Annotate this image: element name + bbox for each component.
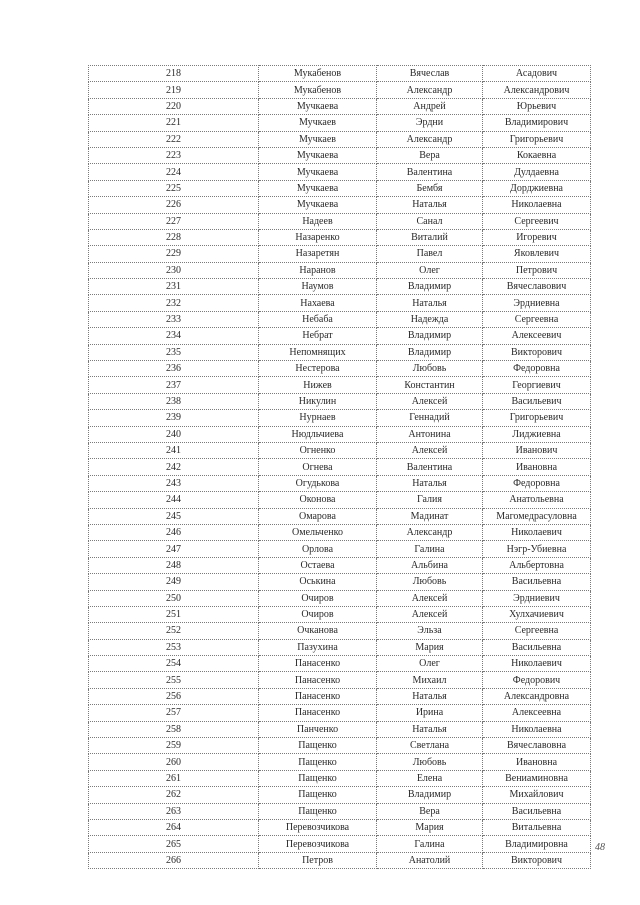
first-name-cell: Надежда bbox=[377, 311, 483, 327]
first-name-cell: Любовь bbox=[377, 361, 483, 377]
patronymic-cell: Федоровна bbox=[483, 361, 591, 377]
row-number-cell: 253 bbox=[89, 639, 259, 655]
patronymic-cell: Федоровна bbox=[483, 475, 591, 491]
first-name-cell: Александр bbox=[377, 131, 483, 147]
first-name-cell: Анатолий bbox=[377, 852, 483, 868]
table-row bbox=[89, 295, 591, 311]
table-row bbox=[89, 541, 591, 557]
row-number-cell: 266 bbox=[89, 852, 259, 868]
patronymic-cell: Николаевна bbox=[483, 197, 591, 213]
surname-cell: Панченко bbox=[259, 721, 377, 737]
first-name-cell: Эльза bbox=[377, 623, 483, 639]
table-row bbox=[89, 82, 591, 98]
first-name-cell: Александр bbox=[377, 524, 483, 540]
table-row bbox=[89, 524, 591, 540]
table-row bbox=[89, 361, 591, 377]
surname-cell: Нестерова bbox=[259, 361, 377, 377]
surname-cell: Нюдльчиева bbox=[259, 426, 377, 442]
first-name-cell: Альбина bbox=[377, 557, 483, 573]
surname-cell: Оськина bbox=[259, 574, 377, 590]
first-name-cell: Михаил bbox=[377, 672, 483, 688]
table-row bbox=[89, 803, 591, 819]
table-row bbox=[89, 442, 591, 458]
surname-cell: Назаретян bbox=[259, 246, 377, 262]
first-name-cell: Наталья bbox=[377, 475, 483, 491]
patronymic-cell: Юрьевич bbox=[483, 98, 591, 114]
table-row bbox=[89, 508, 591, 524]
surname-cell: Мукабенов bbox=[259, 82, 377, 98]
first-name-cell: Андрей bbox=[377, 98, 483, 114]
surname-cell: Панасенко bbox=[259, 688, 377, 704]
row-number-cell: 222 bbox=[89, 131, 259, 147]
table-row bbox=[89, 180, 591, 196]
first-name-cell: Любовь bbox=[377, 754, 483, 770]
first-name-cell: Алексей bbox=[377, 442, 483, 458]
first-name-cell: Мария bbox=[377, 819, 483, 835]
row-number-cell: 248 bbox=[89, 557, 259, 573]
row-number-cell: 237 bbox=[89, 377, 259, 393]
row-number-cell: 247 bbox=[89, 541, 259, 557]
row-number-cell: 227 bbox=[89, 213, 259, 229]
surname-cell: Мучкаева bbox=[259, 197, 377, 213]
patronymic-cell: Викторович bbox=[483, 852, 591, 868]
surname-cell: Нижев bbox=[259, 377, 377, 393]
patronymic-cell: Вениаминовна bbox=[483, 770, 591, 786]
patronymic-cell: Вячеславович bbox=[483, 279, 591, 295]
row-number-cell: 264 bbox=[89, 819, 259, 835]
row-number-cell: 259 bbox=[89, 738, 259, 754]
row-number-cell: 230 bbox=[89, 262, 259, 278]
surname-cell: Очиров bbox=[259, 606, 377, 622]
surname-cell: Пащенко bbox=[259, 754, 377, 770]
row-number-cell: 229 bbox=[89, 246, 259, 262]
surname-cell: Мучкаева bbox=[259, 147, 377, 163]
first-name-cell: Владимир bbox=[377, 279, 483, 295]
surname-cell: Мучкаев bbox=[259, 115, 377, 131]
first-name-cell: Алексей bbox=[377, 606, 483, 622]
first-name-cell: Олег bbox=[377, 656, 483, 672]
row-number-cell: 252 bbox=[89, 623, 259, 639]
patronymic-cell: Анатольевна bbox=[483, 492, 591, 508]
table-row bbox=[89, 590, 591, 606]
patronymic-cell: Владимирович bbox=[483, 115, 591, 131]
surname-cell: Омельченко bbox=[259, 524, 377, 540]
surname-cell: Огненко bbox=[259, 442, 377, 458]
table-row bbox=[89, 787, 591, 803]
table-row bbox=[89, 393, 591, 409]
table-row bbox=[89, 279, 591, 295]
first-name-cell: Валентина bbox=[377, 164, 483, 180]
surname-cell: Пазухина bbox=[259, 639, 377, 655]
register-table-body bbox=[89, 66, 591, 869]
table-row bbox=[89, 246, 591, 262]
first-name-cell: Вячеслав bbox=[377, 66, 483, 82]
first-name-cell: Вера bbox=[377, 803, 483, 819]
patronymic-cell: Григорьевич bbox=[483, 410, 591, 426]
row-number-cell: 243 bbox=[89, 475, 259, 491]
patronymic-cell: Альбертовна bbox=[483, 557, 591, 573]
first-name-cell: Алексей bbox=[377, 393, 483, 409]
row-number-cell: 240 bbox=[89, 426, 259, 442]
surname-cell: Мучкаева bbox=[259, 180, 377, 196]
table-row bbox=[89, 164, 591, 180]
row-number-cell: 249 bbox=[89, 574, 259, 590]
surname-cell: Нурнаев bbox=[259, 410, 377, 426]
patronymic-cell: Васильевич bbox=[483, 393, 591, 409]
patronymic-cell: Кокаевна bbox=[483, 147, 591, 163]
row-number-cell: 220 bbox=[89, 98, 259, 114]
table-row bbox=[89, 213, 591, 229]
row-number-cell: 258 bbox=[89, 721, 259, 737]
patronymic-cell: Алексеевич bbox=[483, 328, 591, 344]
row-number-cell: 254 bbox=[89, 656, 259, 672]
first-name-cell: Владимир bbox=[377, 344, 483, 360]
first-name-cell: Эрдни bbox=[377, 115, 483, 131]
table-row bbox=[89, 377, 591, 393]
table-row bbox=[89, 262, 591, 278]
surname-cell: Панасенко bbox=[259, 656, 377, 672]
table-row bbox=[89, 426, 591, 442]
table-row bbox=[89, 836, 591, 852]
table-row bbox=[89, 197, 591, 213]
surname-cell: Остаева bbox=[259, 557, 377, 573]
first-name-cell: Наталья bbox=[377, 295, 483, 311]
table-row bbox=[89, 131, 591, 147]
patronymic-cell: Алексеевна bbox=[483, 705, 591, 721]
table-row bbox=[89, 459, 591, 475]
surname-cell: Мучкаева bbox=[259, 164, 377, 180]
first-name-cell: Павел bbox=[377, 246, 483, 262]
first-name-cell: Владимир bbox=[377, 328, 483, 344]
row-number-cell: 221 bbox=[89, 115, 259, 131]
surname-cell: Огудькова bbox=[259, 475, 377, 491]
patronymic-cell: Ивановна bbox=[483, 754, 591, 770]
table-row bbox=[89, 492, 591, 508]
patronymic-cell: Викторович bbox=[483, 344, 591, 360]
patronymic-cell: Николаевна bbox=[483, 721, 591, 737]
first-name-cell: Антонина bbox=[377, 426, 483, 442]
surname-cell: Очканова bbox=[259, 623, 377, 639]
row-number-cell: 218 bbox=[89, 66, 259, 82]
table-row bbox=[89, 606, 591, 622]
table-row bbox=[89, 688, 591, 704]
patronymic-cell: Васильевна bbox=[483, 639, 591, 655]
first-name-cell: Галина bbox=[377, 836, 483, 852]
first-name-cell: Бембя bbox=[377, 180, 483, 196]
patronymic-cell: Александровна bbox=[483, 688, 591, 704]
row-number-cell: 265 bbox=[89, 836, 259, 852]
row-number-cell: 235 bbox=[89, 344, 259, 360]
row-number-cell: 223 bbox=[89, 147, 259, 163]
row-number-cell: 234 bbox=[89, 328, 259, 344]
row-number-cell: 232 bbox=[89, 295, 259, 311]
surname-cell: Перевозчикова bbox=[259, 819, 377, 835]
first-name-cell: Елена bbox=[377, 770, 483, 786]
row-number-cell: 262 bbox=[89, 787, 259, 803]
row-number-cell: 231 bbox=[89, 279, 259, 295]
surname-cell: Орлова bbox=[259, 541, 377, 557]
first-name-cell: Владимир bbox=[377, 787, 483, 803]
patronymic-cell: Ивановна bbox=[483, 459, 591, 475]
first-name-cell: Галина bbox=[377, 541, 483, 557]
table-row bbox=[89, 738, 591, 754]
surname-cell: Панасенко bbox=[259, 672, 377, 688]
table-row bbox=[89, 672, 591, 688]
surname-cell: Непомнящих bbox=[259, 344, 377, 360]
surname-cell: Мучкаева bbox=[259, 98, 377, 114]
patronymic-cell: Эрдниевич bbox=[483, 590, 591, 606]
surname-cell: Мучкаев bbox=[259, 131, 377, 147]
row-number-cell: 250 bbox=[89, 590, 259, 606]
surname-cell: Омарова bbox=[259, 508, 377, 524]
patronymic-cell: Сергеевна bbox=[483, 623, 591, 639]
first-name-cell: Валентина bbox=[377, 459, 483, 475]
patronymic-cell: Магомедрасуловна bbox=[483, 508, 591, 524]
patronymic-cell: Иванович bbox=[483, 442, 591, 458]
row-number-cell: 241 bbox=[89, 442, 259, 458]
surname-cell: Пащенко bbox=[259, 803, 377, 819]
table-row bbox=[89, 328, 591, 344]
table-row bbox=[89, 852, 591, 868]
first-name-cell: Константин bbox=[377, 377, 483, 393]
table-row bbox=[89, 66, 591, 82]
first-name-cell: Наталья bbox=[377, 721, 483, 737]
table-row bbox=[89, 819, 591, 835]
table-row bbox=[89, 344, 591, 360]
patronymic-cell: Сергеевна bbox=[483, 311, 591, 327]
first-name-cell: Наталья bbox=[377, 197, 483, 213]
row-number-cell: 246 bbox=[89, 524, 259, 540]
patronymic-cell: Владимировна bbox=[483, 836, 591, 852]
row-number-cell: 263 bbox=[89, 803, 259, 819]
row-number-cell: 257 bbox=[89, 705, 259, 721]
row-number-cell: 255 bbox=[89, 672, 259, 688]
surname-cell: Нахаева bbox=[259, 295, 377, 311]
register-table bbox=[88, 65, 591, 869]
surname-cell: Небаба bbox=[259, 311, 377, 327]
first-name-cell: Санал bbox=[377, 213, 483, 229]
patronymic-cell: Федорович bbox=[483, 672, 591, 688]
first-name-cell: Александр bbox=[377, 82, 483, 98]
surname-cell: Петров bbox=[259, 852, 377, 868]
patronymic-cell: Николаевич bbox=[483, 524, 591, 540]
table-row bbox=[89, 147, 591, 163]
table-row bbox=[89, 574, 591, 590]
first-name-cell: Геннадий bbox=[377, 410, 483, 426]
page-number: 48 bbox=[595, 842, 605, 853]
patronymic-cell: Вячеславовна bbox=[483, 738, 591, 754]
patronymic-cell: Михайлович bbox=[483, 787, 591, 803]
row-number-cell: 228 bbox=[89, 229, 259, 245]
patronymic-cell: Дорджиевна bbox=[483, 180, 591, 196]
row-number-cell: 238 bbox=[89, 393, 259, 409]
patronymic-cell: Александрович bbox=[483, 82, 591, 98]
row-number-cell: 245 bbox=[89, 508, 259, 524]
row-number-cell: 256 bbox=[89, 688, 259, 704]
table-row bbox=[89, 721, 591, 737]
table-row bbox=[89, 770, 591, 786]
row-number-cell: 242 bbox=[89, 459, 259, 475]
table-row bbox=[89, 475, 591, 491]
first-name-cell: Вера bbox=[377, 147, 483, 163]
row-number-cell: 261 bbox=[89, 770, 259, 786]
table-row bbox=[89, 656, 591, 672]
surname-cell: Пащенко bbox=[259, 787, 377, 803]
patronymic-cell: Григорьевич bbox=[483, 131, 591, 147]
row-number-cell: 236 bbox=[89, 361, 259, 377]
table-row bbox=[89, 311, 591, 327]
surname-cell: Панасенко bbox=[259, 705, 377, 721]
patronymic-cell: Хулхачиевич bbox=[483, 606, 591, 622]
patronymic-cell: Игоревич bbox=[483, 229, 591, 245]
surname-cell: Назаренко bbox=[259, 229, 377, 245]
patronymic-cell: Витальевна bbox=[483, 819, 591, 835]
patronymic-cell: Георгиевич bbox=[483, 377, 591, 393]
row-number-cell: 239 bbox=[89, 410, 259, 426]
table-row bbox=[89, 623, 591, 639]
first-name-cell: Олег bbox=[377, 262, 483, 278]
row-number-cell: 224 bbox=[89, 164, 259, 180]
first-name-cell: Мадинат bbox=[377, 508, 483, 524]
surname-cell: Пащенко bbox=[259, 770, 377, 786]
row-number-cell: 226 bbox=[89, 197, 259, 213]
table-row bbox=[89, 229, 591, 245]
surname-cell: Огнева bbox=[259, 459, 377, 475]
first-name-cell: Ирина bbox=[377, 705, 483, 721]
patronymic-cell: Николаевич bbox=[483, 656, 591, 672]
patronymic-cell: Нэгр-Убиевна bbox=[483, 541, 591, 557]
row-number-cell: 225 bbox=[89, 180, 259, 196]
row-number-cell: 260 bbox=[89, 754, 259, 770]
patronymic-cell: Дулдаевна bbox=[483, 164, 591, 180]
surname-cell: Мукабенов bbox=[259, 66, 377, 82]
surname-cell: Наумов bbox=[259, 279, 377, 295]
first-name-cell: Светлана bbox=[377, 738, 483, 754]
patronymic-cell: Эрдниевна bbox=[483, 295, 591, 311]
table-row bbox=[89, 557, 591, 573]
patronymic-cell: Асадович bbox=[483, 66, 591, 82]
first-name-cell: Алексей bbox=[377, 590, 483, 606]
patronymic-cell: Лиджиевна bbox=[483, 426, 591, 442]
surname-cell: Оконова bbox=[259, 492, 377, 508]
first-name-cell: Виталий bbox=[377, 229, 483, 245]
patronymic-cell: Васильевна bbox=[483, 574, 591, 590]
patronymic-cell: Сергеевич bbox=[483, 213, 591, 229]
table-row bbox=[89, 115, 591, 131]
row-number-cell: 233 bbox=[89, 311, 259, 327]
first-name-cell: Мария bbox=[377, 639, 483, 655]
surname-cell: Пащенко bbox=[259, 738, 377, 754]
surname-cell: Перевозчикова bbox=[259, 836, 377, 852]
first-name-cell: Любовь bbox=[377, 574, 483, 590]
patronymic-cell: Васильевна bbox=[483, 803, 591, 819]
row-number-cell: 219 bbox=[89, 82, 259, 98]
first-name-cell: Наталья bbox=[377, 688, 483, 704]
row-number-cell: 244 bbox=[89, 492, 259, 508]
table-row bbox=[89, 705, 591, 721]
surname-cell: Очиров bbox=[259, 590, 377, 606]
surname-cell: Небрат bbox=[259, 328, 377, 344]
first-name-cell: Галия bbox=[377, 492, 483, 508]
surname-cell: Никулин bbox=[259, 393, 377, 409]
surname-cell: Надеев bbox=[259, 213, 377, 229]
table-row bbox=[89, 98, 591, 114]
row-number-cell: 251 bbox=[89, 606, 259, 622]
table-row bbox=[89, 639, 591, 655]
patronymic-cell: Яковлевич bbox=[483, 246, 591, 262]
table-row bbox=[89, 410, 591, 426]
table-row bbox=[89, 754, 591, 770]
patronymic-cell: Петрович bbox=[483, 262, 591, 278]
surname-cell: Наранов bbox=[259, 262, 377, 278]
